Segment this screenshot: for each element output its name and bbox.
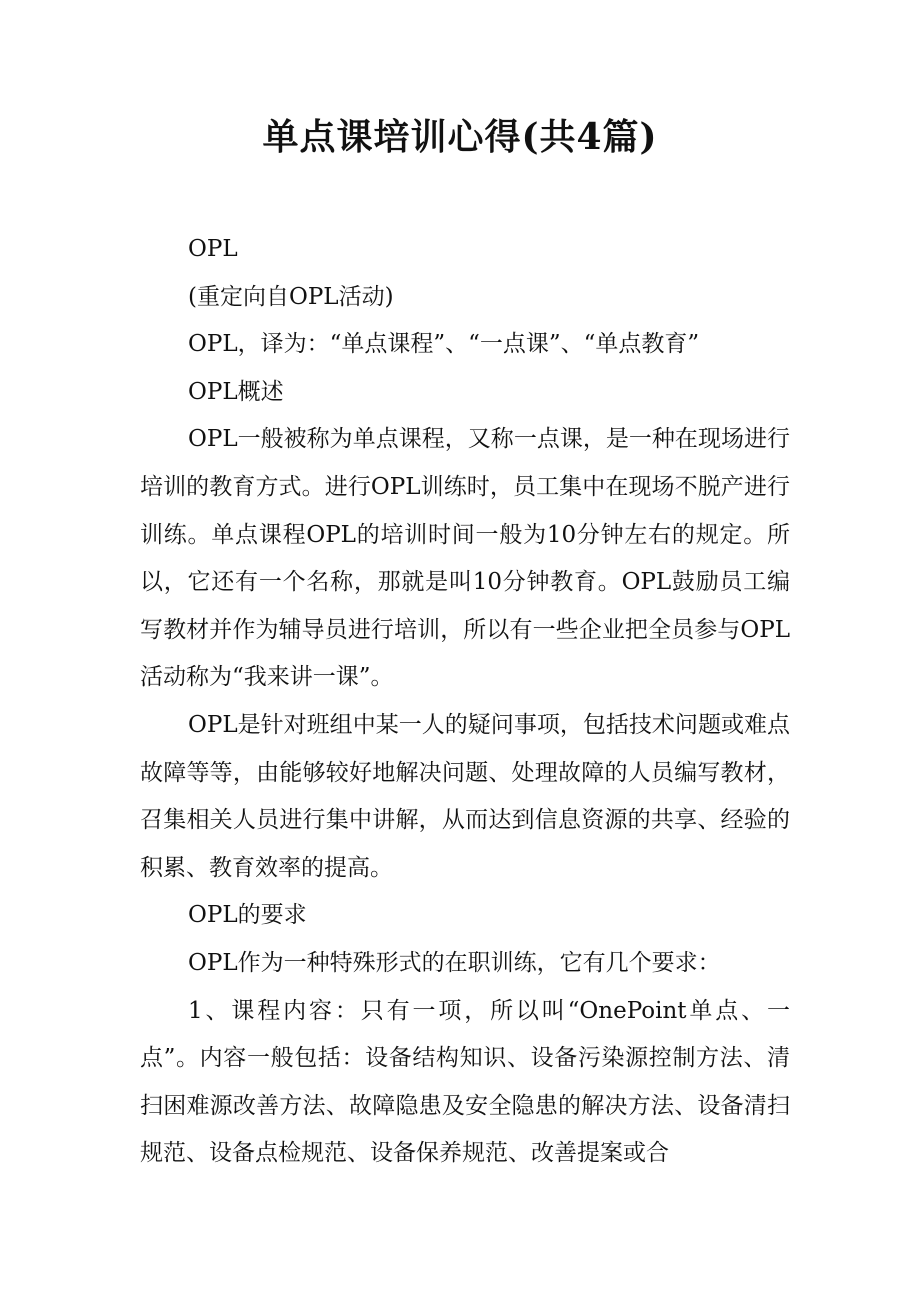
paragraph-overview-heading: OPL概述 [188, 378, 284, 405]
paragraph-overview: OPL一般被称为单点课程，又称一点课，是一种在现场进行培训的教育方式。进行OPL训练时，员工集中在现场不脱产进行训练。单点课程OPL的培训时间一般为10分钟左右的规定。所以，它还有一个名称，那就是叫10分钟教育。OPL鼓励员工编写教材并作为辅导员进行培训，所以有一些企业把全员参与OPL活动称为“我来讲一课”。 [140, 426, 790, 691]
paragraph-opl: OPL [188, 236, 238, 262]
paragraph-redirect: (重定向自OPL活动) [188, 283, 394, 310]
document-body [140, 226, 790, 1178]
paragraph-requirements-intro: OPL作为一种特殊形式的在职训练，它有几个要求： [188, 949, 721, 976]
document-title: 单点课培训心得(共4篇) [262, 116, 658, 158]
paragraph-purpose: OPL是针对班组中某一人的疑问事项，包括技术问题或难点故障等等，由能够较好地解决问题、处理故障的人员编写教材，召集相关人员进行集中讲解，从而达到信息资源的共享、经验的积累、教育效率的提高。 [140, 711, 790, 881]
paragraph-translation: OPL，译为：“单点课程”、“一点课”、“单点教育” [188, 331, 700, 358]
paragraph-requirements-heading: OPL的要求 [188, 902, 307, 929]
paragraph-course-content: 1、课程内容：只有一项，所以叫“OnePoint单点、一点”。内容一般包括：设备结构知识、设备污染源控制方法、清扫困难源改善方法、故障隐患及安全隐患的解决方法、设备清扫规范、设备点检规范、设备保养规范、改善提案或合 [140, 997, 790, 1167]
